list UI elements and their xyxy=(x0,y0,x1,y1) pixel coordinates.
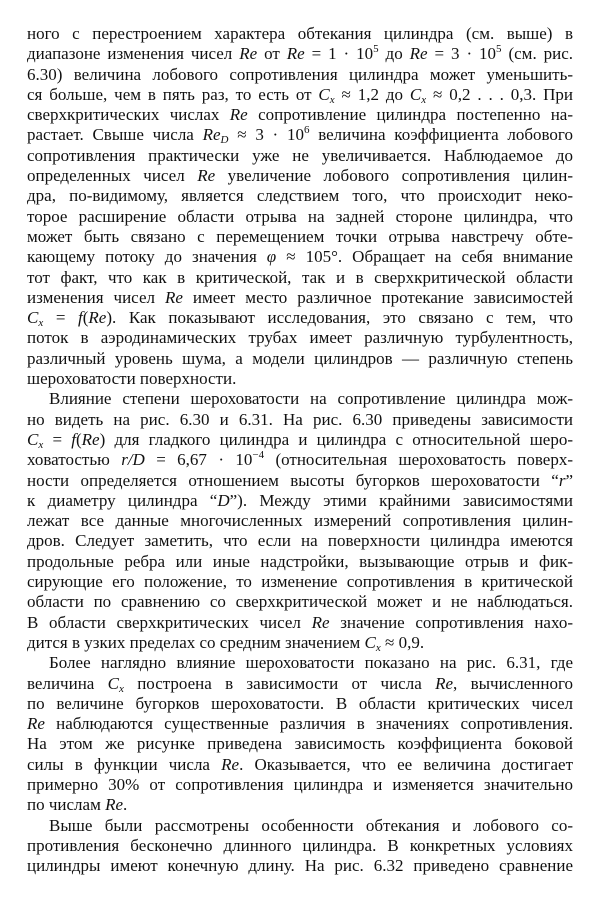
document-page xyxy=(27,24,573,876)
math-symbol: Re xyxy=(197,166,216,186)
text-run: ( xyxy=(82,308,89,328)
text-run: ности определяется отношением высоты бугорков шероховатости “ xyxy=(27,470,559,490)
math-symbol: Re xyxy=(239,44,258,64)
text-run: значение сопротивления нахо- xyxy=(329,612,573,632)
superscript: 5 xyxy=(373,43,379,56)
text-line xyxy=(27,389,573,409)
text-run: растает. Свыше числа xyxy=(27,125,203,145)
text-run: дров. Следует заметить, что если на поверхности цилиндра имеются xyxy=(27,531,573,551)
text-line xyxy=(27,471,573,491)
text-run: Выше были рассмотрены особенности обтекания и лобового со- xyxy=(49,815,573,835)
paragraph xyxy=(27,24,573,389)
math-symbol: Re xyxy=(229,105,248,125)
subscript: x xyxy=(38,438,44,451)
text-run: = xyxy=(43,429,72,449)
text-run: увеличение лобового сопротивления цилин- xyxy=(215,166,573,186)
text-run: изменения чисел xyxy=(27,287,165,307)
text-run: но видеть на рис. 6.30 и 6.31. На рис. 6.30 приведены зависимости xyxy=(27,409,573,429)
math-symbol: Re xyxy=(105,795,124,815)
text-run: диапазоне изменения чисел xyxy=(27,44,240,64)
text-line xyxy=(27,572,573,592)
math-symbol: C xyxy=(107,673,119,693)
text-line xyxy=(27,592,573,612)
text-run: ) для гладкого цилиндра и цилиндра с относительной шеро- xyxy=(99,429,573,449)
text-run: ного с перестроением характера обтекания цилиндра (см. выше) в xyxy=(27,24,573,43)
text-run: В области сверхкритических чисел xyxy=(27,612,312,632)
text-run: по величине бугорков шероховатости. В области критических чисел xyxy=(27,693,573,713)
text-line xyxy=(27,734,573,754)
text-line xyxy=(27,410,573,430)
subscript: x xyxy=(38,317,44,330)
text-line xyxy=(27,105,573,125)
text-line xyxy=(27,207,573,227)
text-line xyxy=(27,308,573,328)
text-run: может быть связано с перемещением точки отрыва навстречу обте- xyxy=(27,226,573,246)
text-run: области по сравнению со сверхкритической может и не наблюдаться. xyxy=(27,592,573,612)
text-line xyxy=(27,44,573,64)
text-line xyxy=(27,430,573,450)
text-run: определенных чисел xyxy=(27,166,198,186)
text-line xyxy=(27,613,573,633)
superscript: −4 xyxy=(252,449,265,462)
text-line xyxy=(27,653,573,673)
text-line xyxy=(27,288,573,308)
text-run: = xyxy=(43,308,78,328)
math-symbol: Re xyxy=(88,308,107,328)
text-line xyxy=(27,775,573,795)
math-symbol: r xyxy=(558,470,566,490)
text-run: (относительная шероховатость поверх- xyxy=(264,450,573,470)
text-line xyxy=(27,146,573,166)
text-run: ” xyxy=(565,470,573,490)
text-line xyxy=(27,166,573,186)
subscript: x xyxy=(421,93,427,106)
text-line xyxy=(27,227,573,247)
text-run: ≈ 105°. Обращает на себя внимание xyxy=(276,247,573,267)
text-run: шероховатости поверхности. xyxy=(27,369,237,389)
math-symbol: Re xyxy=(435,673,454,693)
subscript: x xyxy=(119,682,124,695)
text-run: Более наглядно влияние шероховатости показано на рис. 6.31, где xyxy=(49,653,573,673)
text-line xyxy=(27,65,573,85)
text-line xyxy=(27,85,573,105)
math-symbol: Re xyxy=(286,44,305,64)
text-run: дра, по-видимому, является следствием того, что происходит неко- xyxy=(27,186,573,206)
text-line xyxy=(27,268,573,288)
text-run: ся больше, чем в пять раз, то есть от xyxy=(27,84,319,104)
subscript: x xyxy=(375,641,381,654)
text-line xyxy=(27,816,573,836)
text-run: величина xyxy=(27,673,108,693)
text-run: кающему потоку до значения xyxy=(27,247,267,267)
text-run: На этом же рисунке приведена зависимость коэффициента боковой xyxy=(27,734,573,754)
text-line xyxy=(27,694,573,714)
text-run: до xyxy=(378,44,410,64)
math-symbol: f xyxy=(71,429,76,449)
text-run: ≈ 0,9. xyxy=(380,632,425,652)
text-run: к диаметру цилиндра “ xyxy=(27,490,218,510)
text-run: примерно 30% от сопротивления цилиндра и изменяется значительно xyxy=(27,774,573,794)
text-run: = 3 · 10 xyxy=(427,44,497,64)
math-symbol: C xyxy=(364,632,376,652)
text-run: имеет место различное протекание зависимостей xyxy=(182,287,574,307)
text-run: ≈ 0,2 . . . 0,3. При xyxy=(426,84,573,104)
math-symbol: Re xyxy=(221,754,240,774)
text-run: сверхкритических числах xyxy=(27,105,230,125)
math-symbol: Re xyxy=(81,429,100,449)
text-run: ). Как показывают исследования, это связано с тем, что xyxy=(106,308,573,328)
text-line xyxy=(27,552,573,572)
text-run: построена в зависимости от числа xyxy=(123,673,436,693)
math-symbol: Re xyxy=(311,612,330,632)
text-line xyxy=(27,674,573,694)
math-symbol: Re xyxy=(409,44,428,64)
math-symbol: C xyxy=(27,308,39,328)
paragraph xyxy=(27,653,573,815)
text-line xyxy=(27,795,573,815)
paragraph xyxy=(27,389,573,653)
text-run: 6.30) величина лобового сопротивления цилиндра может уменьшить- xyxy=(27,64,573,84)
text-run: цилиндры имеют конечную длину. На рис. 6.32 приведено сравнение xyxy=(27,856,573,876)
text-line xyxy=(27,755,573,775)
text-run: ≈ 1,2 до xyxy=(334,84,410,104)
text-run: (см. рис. xyxy=(501,44,574,64)
text-run: . Оказывается, что ее величина достигает xyxy=(239,754,574,774)
text-line xyxy=(27,247,573,267)
text-line xyxy=(27,714,573,734)
text-line xyxy=(27,836,573,856)
paragraph xyxy=(27,816,573,877)
text-line xyxy=(27,328,573,348)
text-line xyxy=(27,186,573,206)
text-run: , вычисленного xyxy=(453,673,573,693)
text-run: Влияние степени шероховатости на сопротивление цилиндра мож- xyxy=(49,389,573,409)
text-line xyxy=(27,125,573,145)
text-run: сирующие его положение, то изменение сопротивления в критической xyxy=(27,572,573,592)
math-symbol: Re xyxy=(202,125,221,145)
text-run: сопротивление цилиндра постепенно на- xyxy=(247,105,573,125)
math-symbol: r/D xyxy=(121,450,145,470)
text-run: наблюдаются существенные различия в значениях сопротивления. xyxy=(44,714,573,734)
text-line xyxy=(27,349,573,369)
text-run: = 6,67 · 10 xyxy=(144,450,253,470)
text-run: тот факт, что как в критической, так и в сверхкритической области xyxy=(27,267,573,287)
text-run: ховатостью xyxy=(27,450,122,470)
text-run: различный уровень шума, а модели цилиндров — различную степень xyxy=(27,348,573,368)
math-symbol: Re xyxy=(27,714,45,734)
text-run: = 1 · 10 xyxy=(304,44,374,64)
math-symbol: C xyxy=(318,84,330,104)
text-run: лежат все данные многочисленных измерений сопротивления цилин- xyxy=(27,511,573,531)
text-line xyxy=(27,511,573,531)
math-symbol: f xyxy=(78,308,83,328)
math-symbol: φ xyxy=(266,247,277,267)
text-run: дится в узких пределах со средним значением xyxy=(27,632,365,652)
math-symbol: Re xyxy=(164,287,183,307)
text-run: торое расширение области отрыва на задней стороне цилиндра, что xyxy=(27,206,573,226)
text-run: от xyxy=(257,44,287,64)
subscript: x xyxy=(329,93,335,106)
superscript: 6 xyxy=(303,124,310,137)
text-run: ≈ 3 · 10 xyxy=(228,125,304,145)
text-run: ”). Между этими крайними зависимостями xyxy=(229,490,573,510)
text-run: . xyxy=(123,795,128,815)
text-run: ( xyxy=(75,429,82,449)
text-run: силы в функции числа xyxy=(27,754,222,774)
text-line xyxy=(27,856,573,876)
text-line xyxy=(27,531,573,551)
text-line xyxy=(27,24,573,44)
text-line xyxy=(27,450,573,470)
math-symbol: D xyxy=(217,490,230,510)
superscript: 5 xyxy=(496,43,502,56)
text-run: по числам xyxy=(27,795,106,815)
text-run: поток в аэродинамических трубах имеет различную турбулентность, xyxy=(27,328,573,348)
text-run: величина коэффициента лобового xyxy=(309,125,573,145)
text-line xyxy=(27,369,573,389)
text-run: продольные ребра или иные надстройки, вызывающие отрыв и фик- xyxy=(27,551,573,571)
text-run: сопротивления практически уже не увеличивается. Наблюдаемое до xyxy=(27,145,573,165)
text-run: противления бесконечно длинного цилиндра. В конкретных условиях xyxy=(27,835,573,855)
text-line xyxy=(27,633,573,653)
math-symbol: C xyxy=(409,84,422,104)
text-line xyxy=(27,491,573,511)
math-symbol: C xyxy=(27,429,39,449)
subscript: D xyxy=(220,134,229,147)
